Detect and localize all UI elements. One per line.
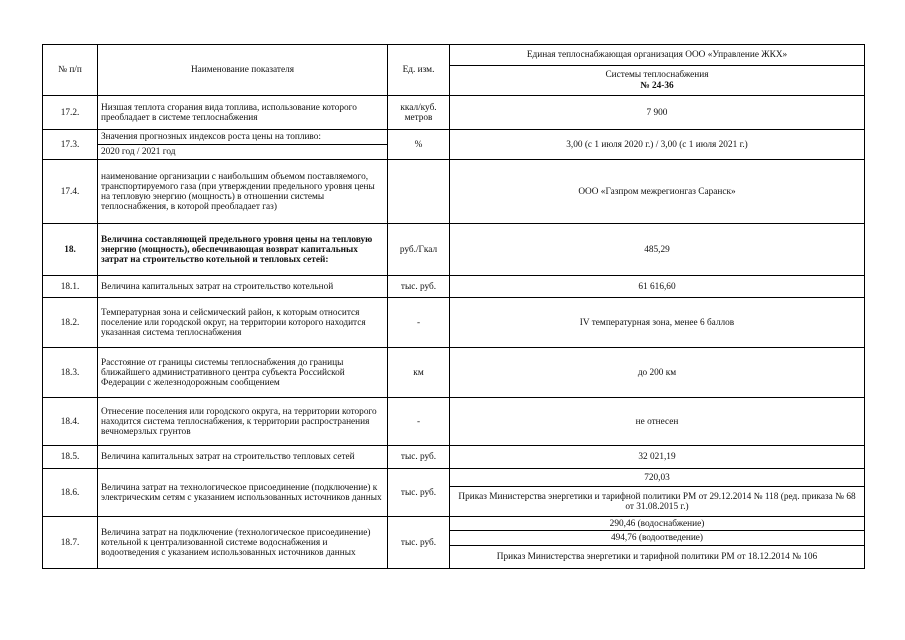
row-value: 7 900: [450, 96, 865, 130]
header-systems: Системы теплоснабжения: [605, 69, 709, 80]
row-name: Величина затрат на подключение (технологическое присоединение) котельной к централизованной системе водоснабжения и водоотведения с указанием использованных источников данных: [98, 517, 388, 569]
row-name-sub: 2020 год / 2021 год: [98, 145, 388, 160]
row-num: 18.2.: [43, 298, 98, 348]
document-page: [42, 44, 864, 569]
row-unit: тыс. руб.: [388, 276, 450, 298]
row-num: 18.: [43, 224, 98, 276]
row-name: Отнесение поселения или городского округа, на территории которого находится система теплоснабжения, к территории распространения вечномерзлых грунтов: [98, 398, 388, 446]
row-name: Низшая теплота сгорания вида топлива, использование которого преобладает в системе теплоснабжения: [98, 96, 388, 130]
table-row: [43, 298, 865, 348]
row-name: Температурная зона и сейсмический район, к которым относится поселение или городской округ, на территории которого находится указанная система теплоснабжения: [98, 298, 388, 348]
header-systems-cell: [450, 66, 865, 96]
row-unit: [388, 160, 450, 224]
row-source: Приказ Министерства энергетики и тарифной политики РМ от 18.12.2014 № 106: [450, 546, 865, 569]
row-name: наименование организации с наибольшим объемом поставляемого, транспортируемого газа (при утверждении предельного уровня цены на тепловую энергию (мощность) в отношении системы теплоснабжения, в которой преобладает газ): [98, 160, 388, 224]
row-name: Расстояние от границы системы теплоснабжения до границы ближайшего административного центра субъекта Российской Федерации с железнодорожным сообщением: [98, 348, 388, 398]
row-num: 17.2.: [43, 96, 98, 130]
row-unit: -: [388, 398, 450, 446]
header-num: № п/п: [43, 45, 98, 96]
row-value: 32 021,19: [450, 446, 865, 469]
row-num: 18.7.: [43, 517, 98, 569]
table-header-row: [43, 45, 865, 66]
table-row: [43, 398, 865, 446]
table-row: [43, 469, 865, 487]
row-name: Величина затрат на технологическое присоединение (подключение) к электрическим сетям с указанием использованных источников данных: [98, 469, 388, 517]
table-row: [43, 517, 865, 531]
row-unit: %: [388, 130, 450, 160]
table-row: [43, 446, 865, 469]
row-value: 290,46 (водоснабжение): [450, 517, 865, 531]
row-unit: тыс. руб.: [388, 469, 450, 517]
header-unit: Ед. изм.: [388, 45, 450, 96]
row-num: 18.6.: [43, 469, 98, 517]
row-name: Величина составляющей предельного уровня цены на тепловую энергию (мощность), обеспечивающая возврат капитальных затрат на строительство котельной и тепловых сетей:: [98, 224, 388, 276]
header-systems-num: № 24-36: [640, 80, 674, 91]
row-unit: ккал/куб. метров: [388, 96, 450, 130]
header-org: Единая теплоснабжающая организация ООО «Управление ЖКХ»: [450, 45, 865, 66]
table-row: [43, 160, 865, 224]
row-num: 18.1.: [43, 276, 98, 298]
row-num: 18.4.: [43, 398, 98, 446]
row-value: IV температурная зона, менее 6 баллов: [450, 298, 865, 348]
row-unit: км: [388, 348, 450, 398]
row-value: 485,29: [450, 224, 865, 276]
row-name: Величина капитальных затрат на строительство котельной: [98, 276, 388, 298]
row-num: 18.5.: [43, 446, 98, 469]
row-unit: тыс. руб.: [388, 446, 450, 469]
row-value: не отнесен: [450, 398, 865, 446]
table-row: [43, 348, 865, 398]
table-row: [43, 96, 865, 130]
row-value-2: 494,76 (водоотведение): [450, 531, 865, 546]
table-row: [43, 130, 865, 145]
row-num: 18.3.: [43, 348, 98, 398]
row-num: 17.4.: [43, 160, 98, 224]
row-source: Приказ Министерства энергетики и тарифной политики РМ от 29.12.2014 № 118 (ред. приказа № 68 от 31.08.2015 г.): [450, 487, 865, 517]
row-unit: -: [388, 298, 450, 348]
row-value: 720,03: [450, 469, 865, 487]
table-row: [43, 276, 865, 298]
row-value: до 200 км: [450, 348, 865, 398]
row-unit: тыс. руб.: [388, 517, 450, 569]
row-value: 61 616,60: [450, 276, 865, 298]
row-unit: руб./Гкал: [388, 224, 450, 276]
row-name: Значения прогнозных индексов роста цены на топливо:: [98, 130, 388, 145]
row-name: Величина капитальных затрат на строительство тепловых сетей: [98, 446, 388, 469]
row-value: 3,00 (с 1 июля 2020 г.) / 3,00 (с 1 июля 2021 г.): [450, 130, 865, 160]
tariff-table: [42, 44, 865, 569]
row-num: 17.3.: [43, 130, 98, 160]
header-name: Наименование показателя: [98, 45, 388, 96]
table-row: [43, 224, 865, 276]
row-value: ООО «Газпром межрегионгаз Саранск»: [450, 160, 865, 224]
